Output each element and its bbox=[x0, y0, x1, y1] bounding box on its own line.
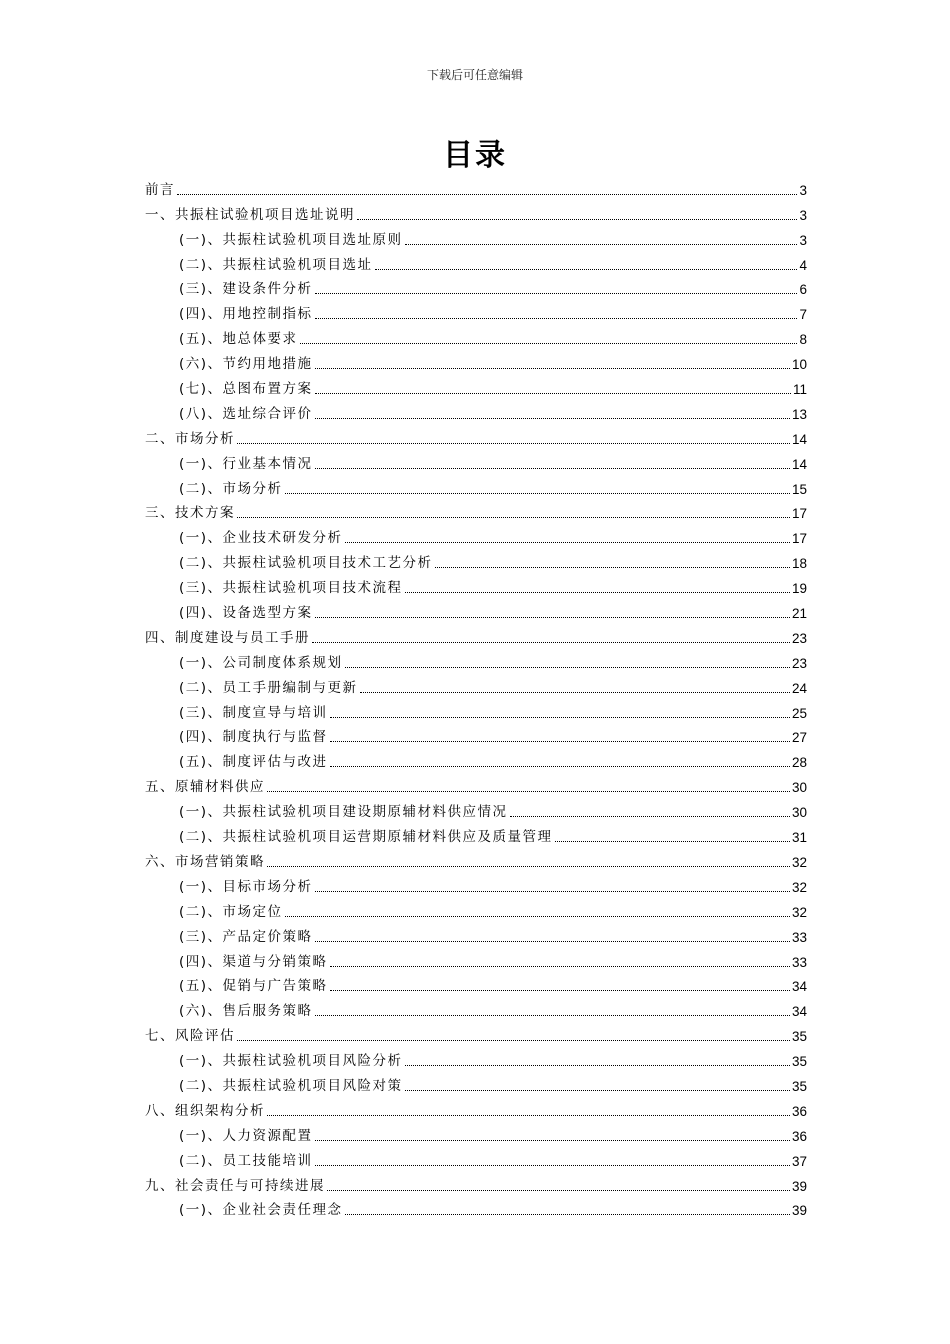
toc-dot-leader bbox=[330, 990, 790, 991]
toc-entry-label: (二)、共振柱试验机项目风险对策 bbox=[179, 1077, 403, 1094]
toc-entry-page-number: 15 bbox=[791, 481, 807, 497]
toc-entry-page-number: 35 bbox=[791, 1078, 807, 1094]
toc-entry[interactable] bbox=[145, 473, 807, 498]
toc-entry-label: (二)、共振柱试验机项目技术工艺分析 bbox=[179, 555, 433, 572]
toc-dot-leader bbox=[435, 567, 790, 568]
toc-dot-leader bbox=[405, 244, 798, 245]
toc-dot-leader bbox=[237, 443, 790, 444]
toc-entry-label: 三、技术方案 bbox=[145, 505, 235, 522]
toc-entry-page-number: 3 bbox=[799, 182, 807, 198]
toc-entry-label: (一)、人力资源配置 bbox=[179, 1127, 313, 1144]
toc-entry-page-number: 34 bbox=[791, 1004, 807, 1020]
toc-dot-leader bbox=[330, 741, 790, 742]
toc-entry-label: (三)、制度宣导与培训 bbox=[179, 704, 328, 721]
toc-dot-leader bbox=[330, 717, 790, 718]
toc-dot-leader bbox=[177, 194, 797, 195]
toc-entry[interactable] bbox=[145, 1070, 807, 1095]
toc-dot-leader bbox=[300, 343, 798, 344]
toc-entry-page-number: 8 bbox=[799, 332, 807, 348]
toc-entry-label: (五)、地总体要求 bbox=[179, 331, 298, 348]
toc-entry[interactable] bbox=[145, 572, 807, 597]
toc-entry-page-number: 28 bbox=[791, 755, 807, 771]
toc-entry-page-number: 32 bbox=[791, 879, 807, 895]
toc-dot-leader bbox=[237, 1040, 790, 1041]
toc-entry-label: (四)、用地控制指标 bbox=[179, 306, 313, 323]
toc-entry-label: 七、风险评估 bbox=[145, 1028, 235, 1045]
toc-entry-page-number: 18 bbox=[791, 556, 807, 572]
toc-entry[interactable] bbox=[145, 771, 807, 796]
toc-dot-leader bbox=[330, 966, 790, 967]
toc-entry[interactable] bbox=[145, 622, 807, 647]
toc-entry[interactable] bbox=[145, 1045, 807, 1070]
toc-dot-leader bbox=[267, 866, 790, 867]
toc-entry[interactable] bbox=[145, 995, 807, 1020]
toc-entry-page-number: 33 bbox=[791, 954, 807, 970]
toc-entry[interactable] bbox=[145, 821, 807, 846]
toc-entry[interactable] bbox=[145, 846, 807, 871]
toc-entry[interactable] bbox=[145, 199, 807, 224]
toc-dot-leader bbox=[327, 1190, 790, 1191]
toc-entry-label: (一)、共振柱试验机项目选址原则 bbox=[179, 231, 403, 248]
toc-entry-page-number: 39 bbox=[791, 1203, 807, 1219]
toc-entry-label: 八、组织架构分析 bbox=[145, 1102, 265, 1119]
toc-dot-leader bbox=[405, 1065, 790, 1066]
toc-dot-leader bbox=[312, 642, 790, 643]
toc-dot-leader bbox=[330, 766, 790, 767]
toc-entry-page-number: 23 bbox=[791, 655, 807, 671]
toc-entry[interactable] bbox=[145, 348, 807, 373]
toc-entry-label: (一)、公司制度体系规划 bbox=[179, 654, 343, 671]
toc-entry[interactable] bbox=[145, 921, 807, 946]
toc-dot-leader bbox=[315, 293, 798, 294]
toc-dot-leader bbox=[405, 592, 790, 593]
toc-entry-page-number: 19 bbox=[791, 581, 807, 597]
toc-entry[interactable] bbox=[145, 547, 807, 572]
toc-entry[interactable] bbox=[145, 946, 807, 971]
toc-entry-page-number: 4 bbox=[799, 257, 807, 273]
toc-entry[interactable] bbox=[145, 796, 807, 821]
toc-entry-page-number: 23 bbox=[791, 630, 807, 646]
toc-dot-leader bbox=[375, 269, 798, 270]
toc-entry-page-number: 25 bbox=[791, 705, 807, 721]
toc-entry[interactable] bbox=[145, 722, 807, 747]
toc-entry-label: (四)、制度执行与监督 bbox=[179, 729, 328, 746]
toc-entry-page-number: 27 bbox=[791, 730, 807, 746]
toc-entry-label: (二)、共振柱试验机项目选址 bbox=[179, 256, 373, 273]
toc-entry[interactable] bbox=[145, 647, 807, 672]
toc-entry[interactable] bbox=[145, 249, 807, 274]
toc-entry-page-number: 32 bbox=[791, 854, 807, 870]
toc-entry-label: (一)、目标市场分析 bbox=[179, 878, 313, 895]
toc-entry-page-number: 14 bbox=[791, 456, 807, 472]
toc-dot-leader bbox=[555, 841, 790, 842]
toc-dot-leader bbox=[315, 1165, 790, 1166]
toc-entry-label: 五、原辅材料供应 bbox=[145, 779, 265, 796]
toc-entry-page-number: 36 bbox=[791, 1103, 807, 1119]
toc-entry[interactable] bbox=[145, 398, 807, 423]
toc-entry[interactable] bbox=[145, 323, 807, 348]
toc-dot-leader bbox=[285, 916, 790, 917]
toc-entry[interactable] bbox=[145, 971, 807, 996]
toc-entry[interactable] bbox=[145, 1120, 807, 1145]
toc-entry-page-number: 11 bbox=[792, 382, 807, 398]
toc-dot-leader bbox=[315, 1015, 790, 1016]
toc-entry[interactable] bbox=[145, 498, 807, 523]
toc-dot-leader bbox=[360, 692, 790, 693]
toc-entry-label: (三)、共振柱试验机项目技术流程 bbox=[179, 580, 403, 597]
toc-dot-leader bbox=[315, 1140, 790, 1141]
toc-dot-leader bbox=[237, 517, 790, 518]
toc-dot-leader bbox=[345, 542, 790, 543]
toc-entry[interactable] bbox=[145, 1145, 807, 1170]
toc-entry-label: (六)、售后服务策略 bbox=[179, 1003, 313, 1020]
toc-dot-leader bbox=[315, 468, 790, 469]
toc-entry-page-number: 24 bbox=[791, 680, 807, 696]
toc-entry[interactable] bbox=[145, 1095, 807, 1120]
toc-entry[interactable] bbox=[145, 1170, 807, 1195]
toc-entry-label: (三)、建设条件分析 bbox=[179, 281, 313, 298]
toc-entry-page-number: 10 bbox=[791, 357, 807, 373]
toc-entry-page-number: 21 bbox=[791, 606, 807, 622]
toc-entry-page-number: 37 bbox=[791, 1153, 807, 1169]
toc-entry-label: (一)、企业技术研发分析 bbox=[179, 530, 343, 547]
toc-entry-label: (五)、促销与广告策略 bbox=[179, 978, 328, 995]
toc-dot-leader bbox=[357, 219, 797, 220]
toc-entry-label: (一)、共振柱试验机项目建设期原辅材料供应情况 bbox=[179, 804, 508, 821]
toc-dot-leader bbox=[510, 816, 790, 817]
toc-entry-label: (四)、渠道与分销策略 bbox=[179, 953, 328, 970]
toc-entry-label: (三)、产品定价策略 bbox=[179, 928, 313, 945]
toc-dot-leader bbox=[315, 891, 790, 892]
toc-entry-label: 前言 bbox=[145, 181, 175, 198]
toc-entry[interactable] bbox=[145, 174, 807, 199]
toc-entry-label: (二)、市场定位 bbox=[179, 903, 283, 920]
toc-dot-leader bbox=[285, 493, 790, 494]
toc-entry-label: (四)、设备选型方案 bbox=[179, 605, 313, 622]
toc-entry[interactable] bbox=[145, 871, 807, 896]
toc-entry-page-number: 36 bbox=[791, 1128, 807, 1144]
toc-entry[interactable] bbox=[145, 597, 807, 622]
toc-dot-leader bbox=[267, 1115, 790, 1116]
toc-entry-page-number: 14 bbox=[791, 431, 807, 447]
toc-entry[interactable] bbox=[145, 522, 807, 547]
toc-dot-leader bbox=[315, 393, 791, 394]
toc-entry-page-number: 39 bbox=[791, 1178, 807, 1194]
toc-entry-page-number: 13 bbox=[791, 406, 807, 422]
toc-dot-leader bbox=[315, 617, 790, 618]
toc-entry[interactable] bbox=[145, 1020, 807, 1045]
toc-entry-label: (七)、总图布置方案 bbox=[179, 381, 313, 398]
toc-entry-page-number: 30 bbox=[791, 805, 807, 821]
toc-dot-leader bbox=[315, 318, 798, 319]
toc-entry-label: (一)、共振柱试验机项目风险分析 bbox=[179, 1053, 403, 1070]
toc-entry-label: (六)、节约用地措施 bbox=[179, 356, 313, 373]
toc-entry-page-number: 31 bbox=[791, 830, 807, 846]
toc-dot-leader bbox=[405, 1090, 790, 1091]
toc-entry-label: 六、市场营销策略 bbox=[145, 853, 265, 870]
page-title: 目录 bbox=[443, 138, 507, 173]
toc-entry[interactable] bbox=[145, 373, 807, 398]
toc-entry[interactable] bbox=[145, 896, 807, 921]
toc-entry[interactable] bbox=[145, 274, 807, 299]
toc-entry-page-number: 17 bbox=[791, 506, 807, 522]
toc-entry-page-number: 34 bbox=[791, 979, 807, 995]
toc-entry-page-number: 30 bbox=[791, 780, 807, 796]
toc-entry[interactable] bbox=[145, 224, 807, 249]
toc-entry-label: (二)、员工技能培训 bbox=[179, 1152, 313, 1169]
toc-dot-leader bbox=[315, 418, 790, 419]
toc-entry-label: 二、市场分析 bbox=[145, 430, 235, 447]
toc-entry-label: (二)、员工手册编制与更新 bbox=[179, 679, 358, 696]
toc-entry[interactable] bbox=[145, 672, 807, 697]
toc-entry[interactable] bbox=[145, 1195, 807, 1220]
toc-entry-page-number: 7 bbox=[799, 307, 807, 323]
toc-entry[interactable] bbox=[145, 298, 807, 323]
toc-dot-leader bbox=[315, 941, 790, 942]
toc-entry-label: (一)、企业社会责任理念 bbox=[179, 1202, 343, 1219]
toc-entry-page-number: 6 bbox=[799, 282, 807, 298]
toc-entry-page-number: 3 bbox=[799, 232, 807, 248]
toc-entry-label: 九、社会责任与可持续进展 bbox=[145, 1177, 325, 1194]
table-of-contents bbox=[145, 174, 807, 1219]
toc-dot-leader bbox=[315, 368, 790, 369]
toc-entry-label: (二)、共振柱试验机项目运营期原辅材料供应及质量管理 bbox=[179, 829, 553, 846]
toc-entry-page-number: 32 bbox=[791, 904, 807, 920]
toc-dot-leader bbox=[267, 791, 790, 792]
toc-entry-label: (一)、行业基本情况 bbox=[179, 455, 313, 472]
toc-entry[interactable] bbox=[145, 423, 807, 448]
toc-entry-page-number: 33 bbox=[791, 929, 807, 945]
toc-entry-label: 四、制度建设与员工手册 bbox=[145, 629, 310, 646]
toc-entry-page-number: 17 bbox=[791, 531, 807, 547]
header-note: 下载后可任意编辑 bbox=[426, 68, 523, 82]
toc-dot-leader bbox=[345, 667, 790, 668]
toc-entry[interactable] bbox=[145, 448, 807, 473]
toc-entry-page-number: 3 bbox=[799, 207, 807, 223]
toc-entry[interactable] bbox=[145, 746, 807, 771]
toc-entry-label: 一、共振柱试验机项目选址说明 bbox=[145, 206, 355, 223]
toc-entry-label: (五)、制度评估与改进 bbox=[179, 754, 328, 771]
toc-entry-label: (八)、选址综合评价 bbox=[179, 405, 313, 422]
toc-entry[interactable] bbox=[145, 697, 807, 722]
toc-entry-page-number: 35 bbox=[791, 1029, 807, 1045]
toc-entry-label: (二)、市场分析 bbox=[179, 480, 283, 497]
toc-entry-page-number: 35 bbox=[791, 1054, 807, 1070]
toc-dot-leader bbox=[345, 1214, 790, 1215]
